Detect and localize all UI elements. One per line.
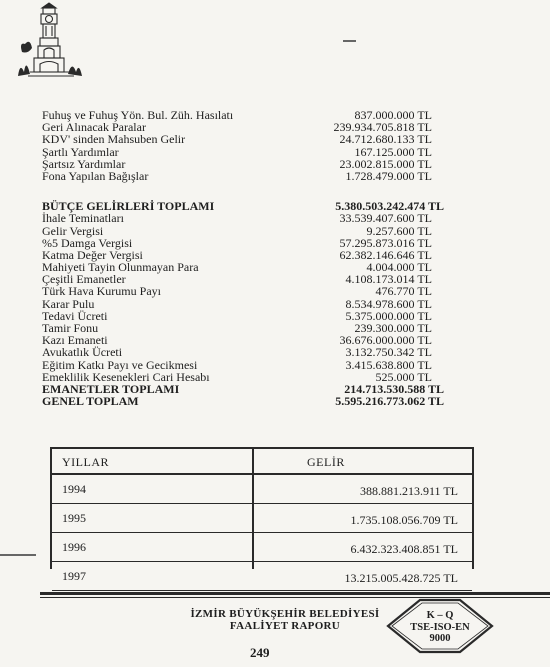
quality-badge-text: K – Q TSE-ISO-EN 9000: [410, 610, 470, 644]
deposit-row: Eğitim Katkı Payı ve Gecikmesi 3.415.638.800 TL: [42, 357, 432, 372]
table-row: 1995 1.735.108.056.709 TL: [52, 504, 472, 533]
ledger-row: Fuhuş ve Fuhuş Yön. Bul. Züh. Hasılatı 837.000.000 TL: [42, 108, 432, 122]
deposit-row: Karar Pulu 8.534.978.600 TL: [42, 296, 432, 311]
deposit-row: Tamir Fonu 239.300.000 TL: [42, 321, 432, 335]
deposit-row: %5 Damga Vergisi 57.295.873.016 TL: [42, 235, 432, 250]
ledger-row: KDV' sinden Mahsuben Gelir 24.712.680.133 TL: [42, 132, 432, 147]
ledger-row: Geri Alınacak Paralar 239.934.705.818 TL: [42, 120, 432, 135]
budget-total-row: BÜTÇE GELİRLERİ TOPLAMI 5.380.503.242.474 TL: [42, 199, 444, 214]
ledger-row: Fona Yapılan Bağışlar 1.728.479.000 TL: [42, 168, 432, 183]
footer-rule-thick: [40, 592, 550, 595]
deposit-row: Çeşitli Emanetler 4.108.173.014 TL: [42, 272, 432, 287]
deposit-row: Gelir Vergisi 9.257.600 TL: [42, 223, 432, 238]
scan-mark: [0, 554, 36, 556]
deposit-row: Emeklilik Kesenekleri Cari Hesabı 525.000 TL: [42, 369, 432, 384]
deposit-row: Tedavi Ücreti 5.375.000.000 TL: [42, 308, 432, 323]
table-header: [52, 449, 472, 475]
deposits-total-row: EMANETLER TOPLAMI 214.713.530.588 TL: [42, 381, 444, 396]
deposit-row: Mahiyeti Tayin Olunmayan Para 4.004.000 TL: [42, 260, 432, 275]
table-row: 1996 6.432.323.408.851 TL: [52, 533, 472, 562]
footer-title: İZMİR BÜYÜKŞEHİR BELEDİYESİ FAALİYET RAPORU: [190, 608, 380, 632]
header-income: GELİR: [307, 455, 345, 469]
deposit-row: Avukatlık Ücreti 3.132.750.342 TL: [42, 345, 432, 360]
page-number: 249: [250, 645, 270, 660]
income-ledger: [42, 109, 502, 407]
clock-tower-logo-icon: [16, 2, 84, 82]
deposit-row: Kazı Emaneti 36.676.000.000 TL: [42, 333, 432, 348]
deposit-row: Türk Hava Kurumu Payı 476.770 TL: [42, 284, 432, 299]
table-row: 1994 388.881.213.911 TL: [52, 475, 472, 504]
header-years: YILLAR: [62, 455, 109, 469]
table-row: 1997 13.215.005.428.725 TL: [52, 562, 472, 591]
deposit-row: Katma Değer Vergisi 62.382.146.646 TL: [42, 247, 432, 262]
grand-total-row: GENEL TOPLAM 5.595.216.773.062 TL: [42, 394, 444, 409]
ledger-row: Şartlı Yardımlar 167.125.000 TL: [42, 144, 432, 159]
yearly-income-table: [50, 447, 474, 585]
ledger-row: Şartsız Yardımlar 23.002.815.000 TL: [42, 156, 432, 171]
scan-mark: [343, 40, 356, 42]
deposit-row: İhale Teminatları 33.539.407.600 TL: [42, 211, 432, 226]
